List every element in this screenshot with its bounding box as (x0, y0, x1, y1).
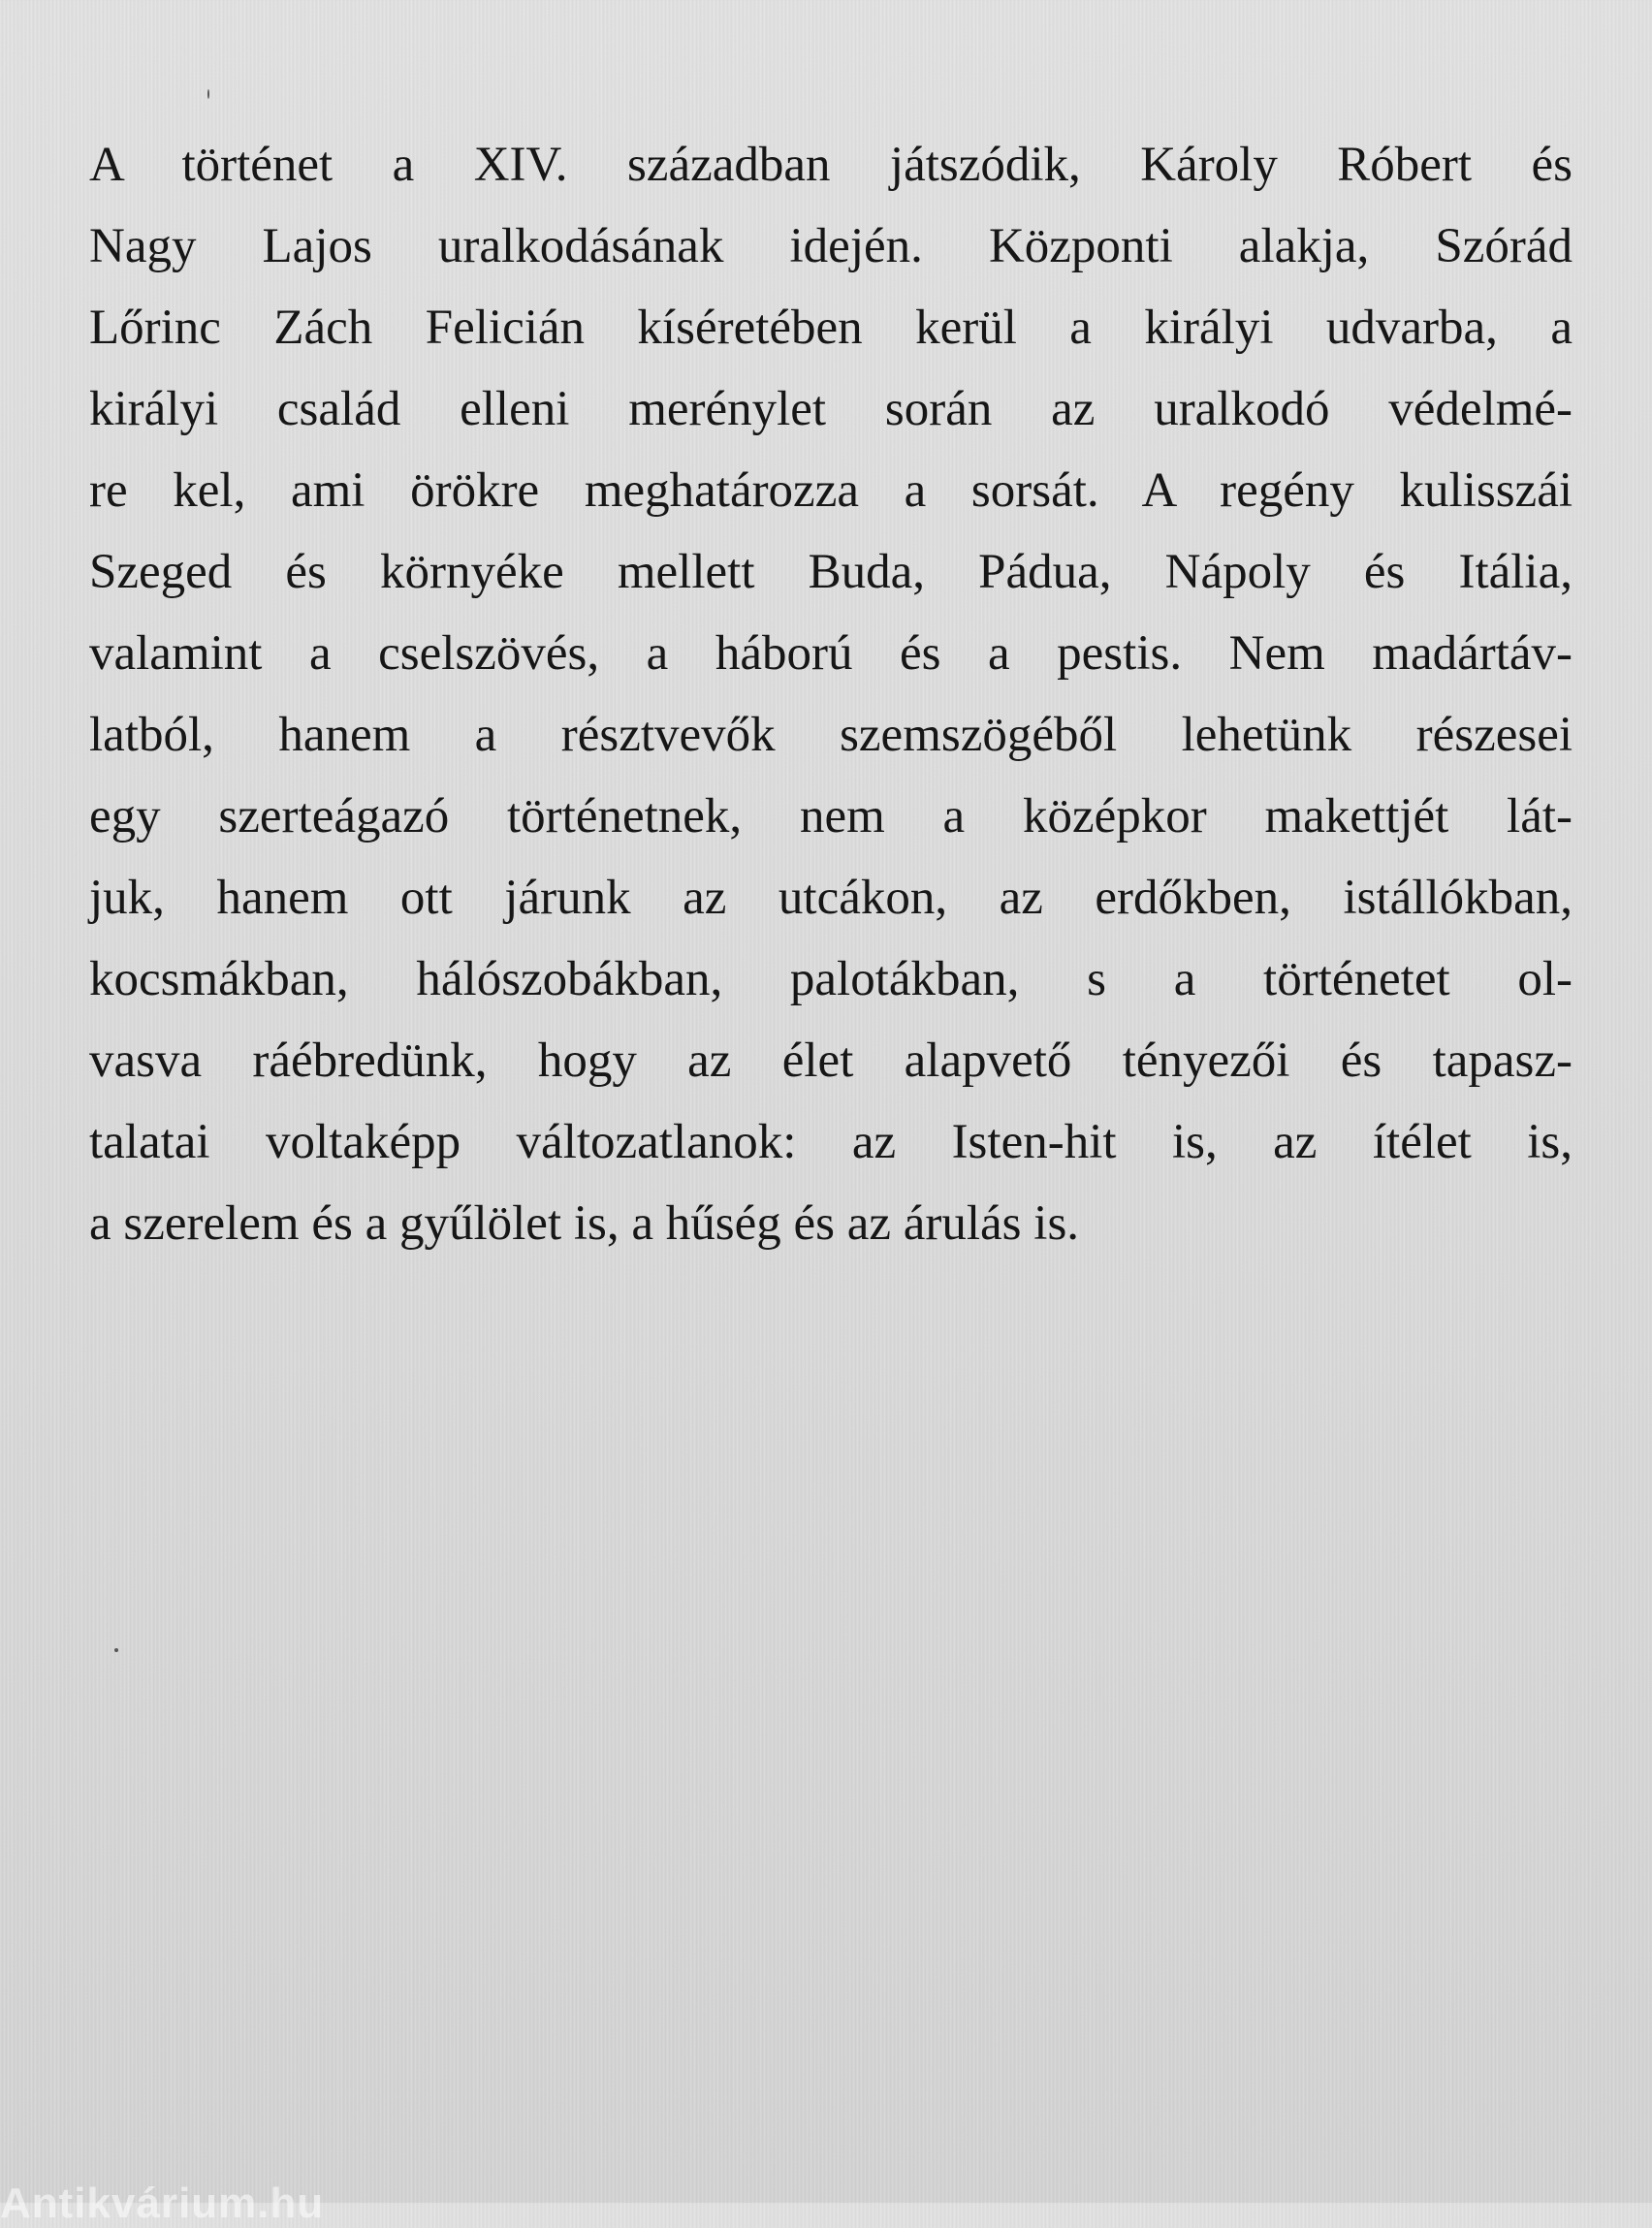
blurb-line: valamint a cselszövés, a háború és a pestis. Nem madártáv- (89, 626, 1573, 681)
watermark: Antikvárium.hu (0, 2180, 325, 2227)
blurb-paragraph (89, 124, 1573, 1264)
blurb-line: Nagy Lajos uralkodásának idején. Központi alakja, Szórád (89, 219, 1573, 273)
blurb-line: a szerelem és a gyűlölet is, a hűség és az árulás is. (89, 1196, 1080, 1251)
paper-speck (207, 89, 209, 99)
blurb-line: Szeged és környéke mellett Buda, Pádua, Nápoly és Itália, (89, 545, 1573, 599)
blurb-line: egy szerteágazó történetnek, nem a középkor makettjét lát- (89, 789, 1573, 843)
blurb-line: vasva ráébredünk, hogy az élet alapvető tényezői és tapasz- (89, 1034, 1573, 1088)
blurb-line: re kel, ami örökre meghatározza a sorsát. A regény kulisszái (89, 463, 1573, 518)
blurb-line: juk, hanem ott járunk az utcákon, az erdőkben, istállókban, (89, 871, 1573, 925)
blurb-line: A történet a XIV. században játszódik, Károly Róbert és (89, 138, 1573, 192)
blurb-line: talatai voltaképp változatlanok: az Isten-hit is, az ítélet is, (89, 1115, 1573, 1169)
paper-speck (114, 1648, 118, 1652)
blurb-line: latból, hanem a résztvevők szemszögéből lehetünk részesei (89, 708, 1573, 762)
blurb-line: Lőrinc Zách Felicián kíséretében kerül a királyi udvarba, a (89, 301, 1573, 355)
blurb-line: kocsmákban, hálószobákban, palotákban, s a történetet ol- (89, 952, 1573, 1006)
blurb-line: királyi család elleni merénylet során az uralkodó védelmé- (89, 382, 1573, 436)
